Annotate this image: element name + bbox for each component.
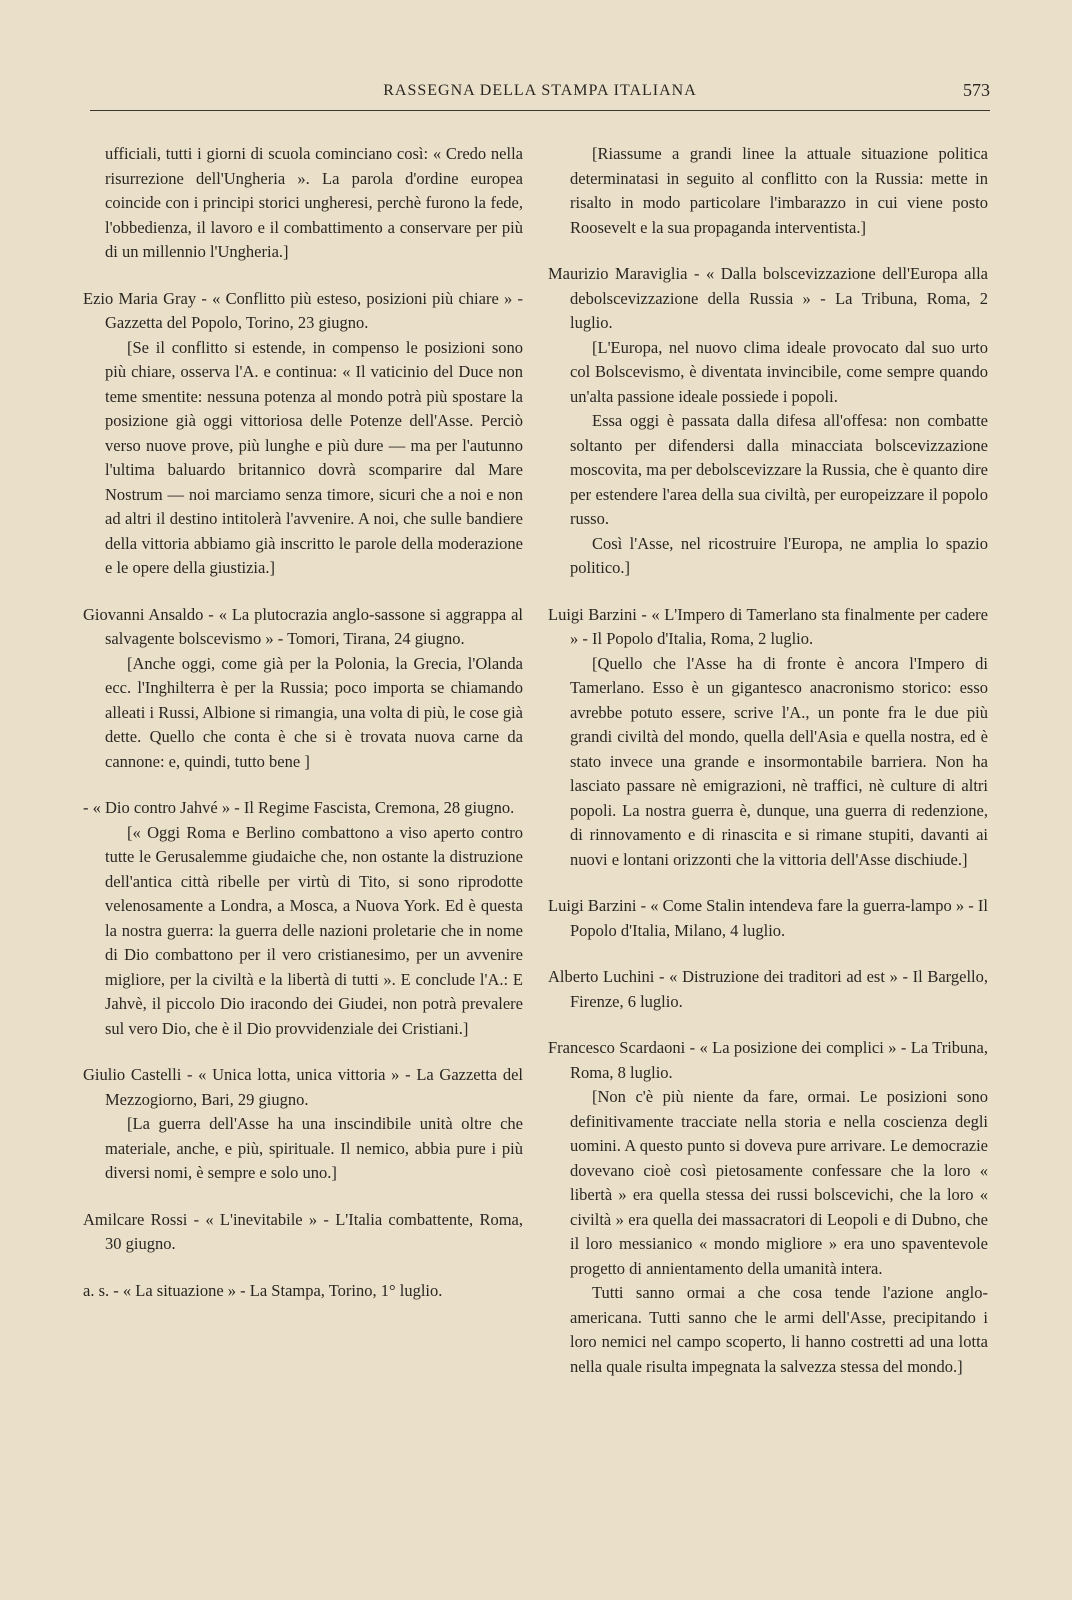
entry-citation: Luigi Barzini - « L'Impero di Tamerlano sta finalmente per cadere » - Il Popolo d'Italia, Roma, 2 luglio. [548, 604, 988, 648]
entry-summary: [Quello che l'Asse ha di fronte è ancora l'Impero di Tamerlano. Esso è un gigantesco anacronismo storico: esso avrebbe potuto essere, scrive l'A., un ponte fra le due più grandi civiltà del mondo, quella dell'Asia e quella nostra, ed è stato invece una grande e insormontabile barriera. Non ha lasciato passare nè emigrazioni, nè traffici, nè culture di altri popoli. La nostra guerra è, dunque, una guerra di redenzione, di rinnovamento e di rinascita e si rimane stupiti, davanti ai nuovi e lontani orizzonti che la vittoria dell'Asse dischiude.] [570, 653, 988, 869]
entry-citation: Maurizio Maraviglia - « Dalla bolscevizzazione dell'Europa alla debolscevizzazione della Russia » - La Tribuna, Roma, 2 luglio. [548, 264, 988, 332]
entry-citation: Giulio Castelli - « Unica lotta, unica vittoria » - La Gazzetta del Mezzogiorno, Bari, 29 giugno. [83, 1065, 523, 1109]
page-number: 573 [963, 80, 990, 100]
entry-citation: Luigi Barzini - « Come Stalin intendeva fare la guerra-lampo » - Il Popolo d'Italia, Milano, 4 luglio. [548, 896, 988, 940]
entry-citation: Alberto Luchini - « Distruzione dei traditori ad est » - Il Bargello, Firenze, 6 luglio. [548, 967, 988, 1011]
continuation-paragraph: ufficiali, tutti i giorni di scuola cominciano così: « Credo nella risurrezione dell'Ungheria ». La parola d'ordine europea coincide con i principi storici ungheresi, perchè furono la fede, l'obbedienza, il lavoro e il combattimento a conservare per più di un millennio l'Ungheria.] [105, 144, 523, 261]
entry-summary: [L'Europa, nel nuovo clima ideale provocato dal suo urto col Bolscevismo, è diventata invincibile, come sempre quando un'alta passione ideale possiede i popoli. [570, 337, 988, 406]
entry-citation: Amilcare Rossi - « L'inevitabile » - L'Italia combattente, Roma, 30 giugno. [83, 1209, 523, 1253]
entry-summary: Così l'Asse, nel ricostruire l'Europa, ne amplia lo spazio politico.] [570, 533, 988, 577]
right-column [548, 142, 988, 1379]
continuation-paragraph: [Riassume a grandi linee la attuale situazione politica determinatasi in seguito al conflitto con la Russia: mette in risalto in modo particolare l'imbarazzo in cui viene posto Roosevelt e la sua propaganda interventista.] [570, 144, 988, 237]
entry-summary: [Se il conflitto si estende, in compenso le posizioni sono più chiare, osserva l'A. e continua: « Il vaticinio del Duce non teme smentite: nessuna potenza al mondo potrà più spostare la posizione già oggi vittoriosa delle Potenze dell'Asse. Perciò verso nuove prove, più lunghe e più dure — ma per l'autunno l'ultima baluardo britannico dovrà scomparire dal Mare Nostrum — noi marciamo senza timore, sicuri che a noi e non ad altri il destino intitolerà l'avvenire. A noi, che sulle bandiere della vittoria abbiamo già inscritto le parole della moderazione e le opere della giustizia.] [105, 337, 523, 577]
entry-summary: Essa oggi è passata dalla difesa all'offesa: non combatte soltanto per difendersi dalla minacciata bolscevizzazione moscovita, ma per debolscevizzare la Russia, che è quanto dire per estendere l'area della sua civiltà, per europeizzare il popolo russo. [570, 411, 988, 528]
left-column [83, 142, 523, 1303]
entry-citation: - « Dio contro Jahvé » - Il Regime Fascista, Cremona, 28 giugno. [83, 798, 515, 817]
entry-citation: a. s. - « La situazione » - La Stampa, Torino, 1° luglio. [83, 1280, 443, 1300]
entry-summary: [« Oggi Roma e Berlino combattono a viso aperto contro tutte le Gerusalemme giudaiche che, non ostante la distruzione dell'antica città ribelle per virtù di Tito, si sono riprodotte velenosamente a Londra, a Mosca, a Nuova York. Ed è questa la nostra guerra: la guerra delle nazioni proletarie che in nome di Dio combattono per il vero cristianesimo, per un avvenire migliore, per la civiltà e la libertà di tutti ». E conclude l'A.: E Jahvè, il piccolo Dio iracondo dei Giudei, non potrà prevalere sul vero Dio, che è il Dio provvidenziale dei Cristiani.] [105, 822, 523, 1038]
header-title: RASSEGNA DELLA STAMPA ITALIANA [383, 82, 697, 99]
entry-citation: Giovanni Ansaldo - « La plutocrazia anglo-sassone si aggrappa al salvagente bolscevismo » - Tomori, Tirana, 24 giugno. [83, 604, 523, 648]
entry-summary: [La guerra dell'Asse ha una inscindibile unità oltre che materiale, anche, e più, spirituale. Il nemico, abbia pure i più diversi nomi, è sempre e solo uno.] [105, 1114, 523, 1182]
entry-citation: Ezio Maria Gray - « Conflitto più esteso, posizioni più chiare » - Gazzetta del Popolo, Torino, 23 giugno. [83, 288, 523, 332]
entry-summary: Tutti sanno ormai a che cosa tende l'azione anglo-americana. Tutti sanno che le armi dell'Asse, precipitando i loro nemici nel campo scoperto, li hanno costretti ad una lotta nella quale risulta impegnata la salvezza stessa del mondo.] [570, 1283, 988, 1376]
entry-citation: Francesco Scardaoni - « La posizione dei complici » - La Tribuna, Roma, 8 luglio. [548, 1038, 988, 1082]
entry-summary: [Anche oggi, come già per la Polonia, la Grecia, l'Olanda ecc. l'Inghilterra è per la Russia; poco importa se chiamando alleati i Russi, Albione si rimangia, una volta di più, le cose già dette. Quello che conta è che si è trovata nuova carne da cannone: e, quindi, tutto bene ] [105, 653, 523, 771]
entry-summary: [Non c'è più niente da fare, ormai. Le posizioni sono definitivamente tracciate nella storia e nella coscienza degli uomini. A questo punto si doveva pure arrivare. Le democrazie dovevano cioè così pietosamente confessare che la loro « libertà » era quella stessa dei russi bolscevichi, che la loro « civiltà » era quella dei massacratori di Leopoli e di Dubno, che il loro messianico « mondo migliore » era uno spaventevole progetto di annientamento della umanità intera. [570, 1087, 988, 1278]
running-header [90, 80, 990, 111]
